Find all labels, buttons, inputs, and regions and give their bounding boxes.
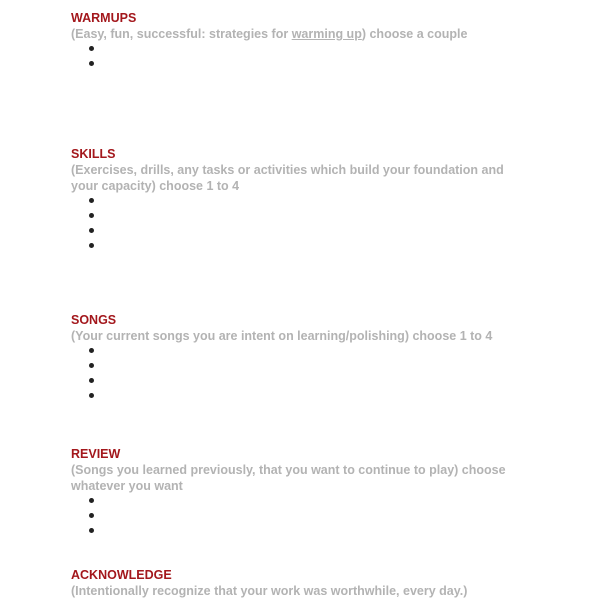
bullet-item[interactable]	[71, 389, 531, 404]
section-description-warmups	[71, 26, 531, 42]
section-warmups	[71, 10, 531, 72]
bullet-list-songs	[71, 344, 531, 404]
bullet-item[interactable]	[71, 224, 531, 239]
description-text: ) choose a couple	[361, 27, 468, 41]
bullet-list-skills	[71, 194, 531, 254]
section-title-songs: SONGS	[71, 313, 117, 327]
section-description-acknowledge: (Intentionally recognize that your work was worthwhile, every day.)	[71, 584, 468, 598]
section-skills	[71, 146, 531, 254]
bullet-item[interactable]	[71, 57, 531, 72]
section-title-review: REVIEW	[71, 447, 121, 461]
bullet-list-review	[71, 494, 531, 539]
section-title-skills: SKILLS	[71, 147, 116, 161]
bullet-item[interactable]	[71, 344, 531, 359]
bullet-item[interactable]	[71, 524, 531, 539]
bullet-list-warmups	[71, 42, 531, 72]
section-title-acknowledge: ACKNOWLEDGE	[71, 568, 172, 582]
bullet-item[interactable]	[71, 209, 531, 224]
bullet-item[interactable]	[71, 494, 531, 509]
section-title-warmups: WARMUPS	[71, 11, 137, 25]
section-description-review: (Songs you learned previously, that you want to continue to play) choose whatever you want	[71, 463, 506, 493]
bullet-item[interactable]	[71, 359, 531, 374]
warming-up-link[interactable]: warming up	[291, 27, 362, 41]
section-review	[71, 446, 531, 539]
section-acknowledge	[71, 567, 531, 599]
bullet-item[interactable]	[71, 194, 531, 209]
bullet-item[interactable]	[71, 509, 531, 524]
description-text: (Easy, fun, successful: strategies for	[71, 27, 292, 41]
section-songs	[71, 312, 531, 404]
section-description-skills: (Exercises, drills, any tasks or activities which build your foundation and your capacity) choose 1 to 4	[71, 163, 504, 193]
section-description-songs: (Your current songs you are intent on learning/polishing) choose 1 to 4	[71, 329, 493, 343]
bullet-item[interactable]	[71, 42, 531, 57]
bullet-item[interactable]	[71, 374, 531, 389]
bullet-item[interactable]	[71, 239, 531, 254]
